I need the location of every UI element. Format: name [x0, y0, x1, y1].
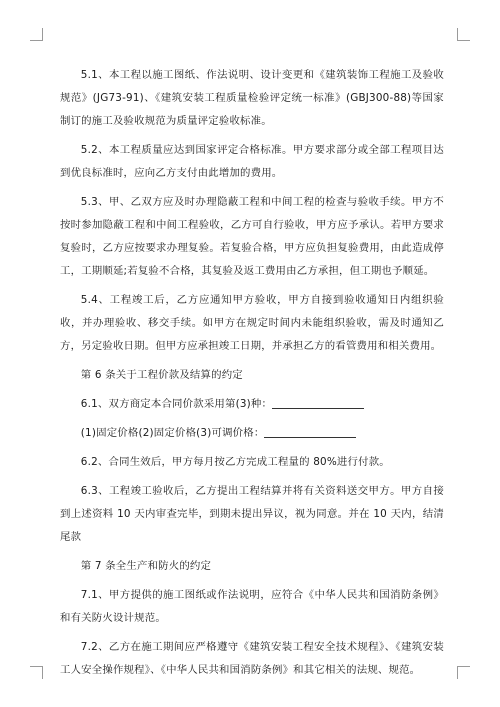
- adjustable-price-blank[interactable]: [264, 425, 356, 438]
- clause-6-1: [60, 393, 444, 416]
- article-6-heading: 第 6 条关于工程价款及结算的约定: [80, 369, 243, 381]
- clause-6-3: 6.3、工程竣工验收后，乙方提出工程结算并将有关资料送交甲方。甲方自接到上述资料 10 天内审查完毕，到期未提出异议，视为同意。并在 10 天内，结清尾款: [60, 485, 444, 543]
- clause-5-1: 5.1、本工程以施工图纸、作法说明、设计变更和《建筑装饰工程施工及验收规范》(JG73-91)、《建筑安装工程质量检验评定统一标准》(GBJ300-88)等国家制订的施工及验收规范为质量评定验收标准。: [60, 69, 444, 127]
- crop-mark-top-left: [30, 28, 43, 41]
- clause-7-2: 7.2、乙方在施工期间应严格遵守《建筑安装工程安全技术规程》、《建筑安装工人安全操作规程》、《中华人民共和国消防条例》和其它相关的法规、规范。: [60, 641, 444, 676]
- clause-5-4: 5.4、工程竣工后，乙方应通知甲方验收，甲方自接到验收通知日内组织验收，并办理验收、移交手续。如甲方在规定时间内未能组织验收，需及时通知乙方，另定验收日期。但甲方应承担竣工日期，并承担乙方的看管费用和相关费用。: [60, 294, 444, 352]
- crop-mark-top-right: [457, 28, 470, 41]
- price-options-text: (1)固定价格(2)固定价格(3)可调价格：: [80, 427, 265, 439]
- clause-6-1-text: 6.1、双方商定本合同价款采用第(3)种：: [80, 398, 273, 410]
- article-7-heading: 第 7 条全生产和防火的约定: [80, 560, 212, 572]
- clause-6-2: 6.2、合同生效后，甲方每月按乙方完成工程量的 80%进行付款。: [80, 456, 390, 468]
- crop-mark-bottom-right: [457, 666, 470, 679]
- clause-7-1: 7.1、甲方提供的施工图纸或作法说明，应符合《中华人民共和国消防条例》和有关防火设计规范。: [60, 589, 444, 624]
- price-options: [60, 422, 444, 445]
- clause-5-3: 5.3、甲、乙双方应及时办理隐蔽工程和中间工程的检查与验收手续。甲方不按时参加隐蔽工程和中间工程验收，乙方可自行验收，甲方应予承认。若甲方要求复验时，乙方应按要求办理复验。若复验合格，甲方应负担复验费用，由此造成停工，工期顺延;若复验不合格，其复验及返工费用由乙方承担，但工期也予顺延。: [60, 196, 444, 277]
- crop-mark-bottom-left: [30, 666, 43, 679]
- clause-5-2: 5.2、本工程质量应达到国家评定合格标准。甲方要求部分或全部工程项目达到优良标准时，应向乙方支付由此增加的费用。: [60, 144, 444, 179]
- document-body: [60, 64, 444, 688]
- price-method-blank[interactable]: [272, 396, 364, 409]
